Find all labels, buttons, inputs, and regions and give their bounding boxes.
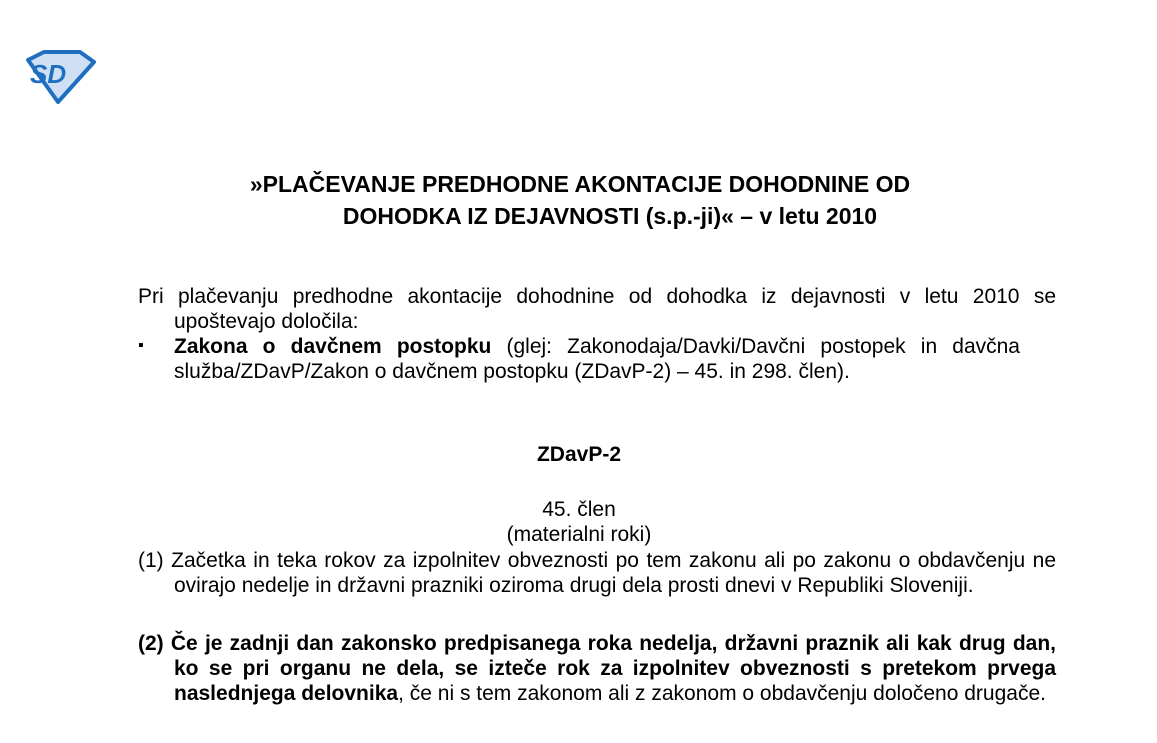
article-paragraph-2 [138, 631, 1056, 706]
article-subtitle: (materialni roki) [506, 523, 652, 546]
title-line-1: »PLAČEVANJE PREDHODNE AKONTACIJE DOHODNINE OD [249, 171, 911, 197]
section-heading: ZDavP-2 [536, 443, 622, 466]
paragraph-2-bold: (2) Če je zadnji dan zakonsko predpisanega roka nedelja, državni praznik ali kak drug dan, ko se pri organu ne dela, se izteče rok za izpolnitev obveznosti s pretekom prvega naslednjega delovnika [138, 632, 1056, 705]
svg-text:SD: SD [30, 59, 67, 89]
bullet-bold-text: Zakona o davčnem postopku [174, 335, 492, 358]
paragraph-2-text: , če ni s tem zakonom ali z zakonom o obdavčenju določeno drugače. [398, 682, 1046, 705]
logo [22, 50, 96, 104]
intro-paragraph: Pri plačevanju predhodne akontacije dohodnine od dohodka iz dejavnosti v letu 2010 se upoštevajo določila: [138, 285, 1056, 333]
article-paragraph-1: (1) Začetka in teka rokov za izpolnitev obveznosti po tem zakonu ali po zakonu o obdavčenju ne ovirajo nedelje in državni prazniki oziroma drugi dela prosti dnevi v Republiki Sloveniji. [138, 549, 1056, 597]
bullet-item [174, 334, 1020, 384]
article-number: 45. člen [542, 498, 616, 521]
bullet-icon: ▪ [138, 337, 144, 354]
title-line-2: DOHODKA IZ DEJAVNOSTI (s.p.-ji)« – v letu 2010 [342, 203, 878, 229]
bullet-text: (glej: Zakonodaja/Davki/Davčni postopek in davčna služba/ZDavP/Zakon o davčnem postopku (ZDavP-2) – 45. in 298. člen). [174, 335, 1020, 383]
document-title [140, 168, 1020, 232]
